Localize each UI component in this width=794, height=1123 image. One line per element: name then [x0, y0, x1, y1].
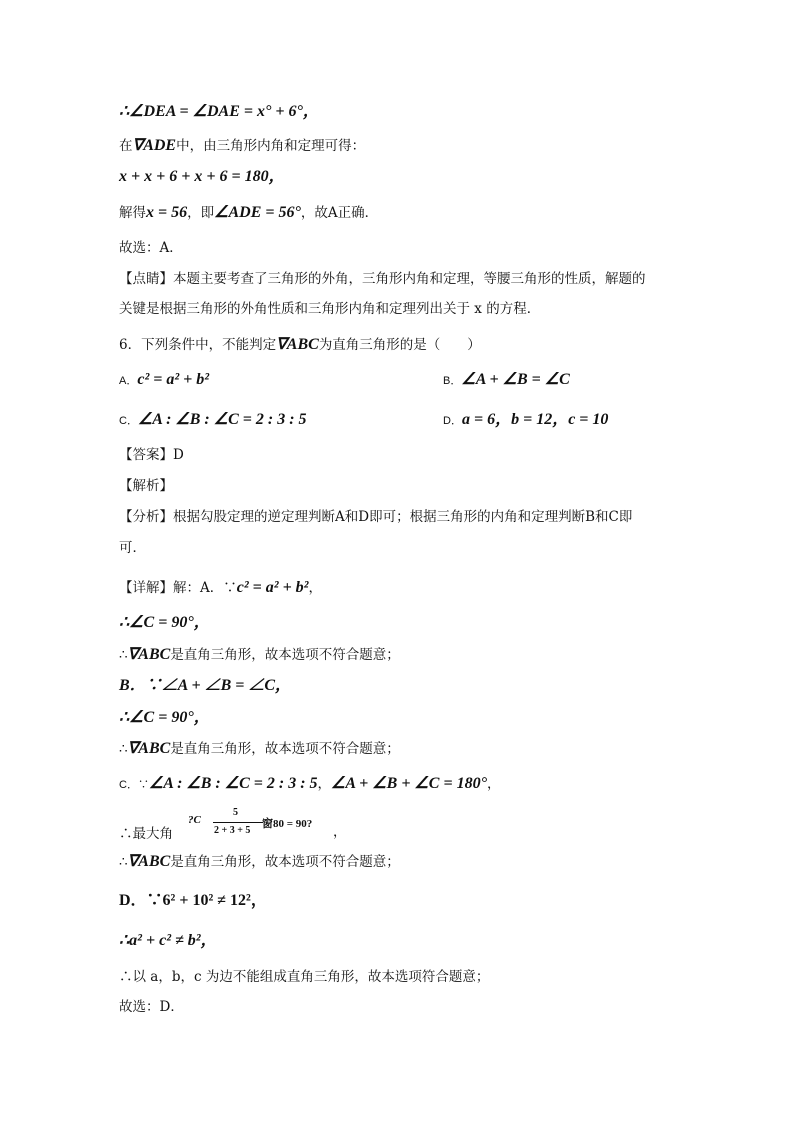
analysis-line-1: 【分析】根据勾股定理的逆定理判断A和D即可；根据三角形的内角和定理判断B和C即 — [119, 509, 633, 525]
line-comment-1: 【点睛】本题主要考查了三角形的外角，三角形内角和定理，等腰三角形的性质，解题的 — [119, 271, 646, 287]
option-c — [119, 412, 307, 428]
text-prefix: 6．下列条件中，不能判定 — [119, 337, 277, 353]
text-prefix: ∴ — [119, 647, 128, 663]
text-prefix: ∴ — [119, 854, 128, 870]
detail-line-8-suffix: ， — [333, 824, 347, 840]
line-equation: x + x + 6 + x + 6 = 180， — [119, 168, 285, 185]
option-d — [443, 412, 608, 428]
text-suffix: 是直角三角形，故本选项不符合题意； — [170, 741, 400, 757]
detail-line-5: ∴∠C = 90°， — [119, 709, 210, 726]
answer-line: 【答案】D — [119, 447, 184, 463]
analysis-line-2: 可． — [119, 540, 146, 556]
text-suffix: ，故A正确． — [300, 205, 379, 221]
text-mid: ，即 — [187, 205, 215, 221]
option-b-label: B． — [443, 375, 462, 387]
detail-line-1 — [119, 580, 322, 596]
detail-line-4: B．∵∠A + ∠B = ∠C， — [119, 677, 292, 694]
math-angle-sum: ∠A + ∠B + ∠C = 180° — [331, 775, 487, 792]
detail-line-7 — [119, 776, 500, 792]
detail-line-3 — [119, 647, 400, 663]
text-prefix: 【详解】解：A．∵ — [119, 580, 237, 596]
math-angle-ade: ∠ADE = 56° — [214, 204, 301, 221]
detail-line-8-prefix: ∴最大角 — [119, 826, 173, 842]
math-x-value: x = 56 — [146, 204, 188, 221]
detail-line-12: ∴以 a，b，c 为边不能组成直角三角形，故本选项符合题意； — [119, 969, 490, 985]
line-solution — [119, 205, 378, 221]
option-a — [119, 372, 209, 388]
option-b — [443, 372, 570, 388]
math-triangle-abc: ∇ABC — [127, 740, 171, 757]
detail-line-2: ∴∠C = 90°， — [119, 614, 210, 631]
fraction-denominator: 2 + 3 + 5 — [214, 825, 251, 836]
question-stem — [119, 337, 481, 353]
text-suffix: 中，由三角形内角和定理可得： — [176, 138, 366, 154]
analysis-title: 【解析】 — [119, 478, 173, 494]
option-a-label: A． — [119, 375, 138, 387]
text-suffix: 是直角三角形，故本选项不符合题意； — [170, 647, 400, 663]
math-ratio: ∠A : ∠B : ∠C = 2 : 3 : 5 — [148, 775, 318, 792]
line-in-triangle-ade — [119, 138, 365, 154]
text-suffix: 是直角三角形，故本选项不符合题意； — [170, 854, 400, 870]
detail-line-13: 故选：D． — [119, 999, 184, 1015]
option-c-math: ∠A : ∠B : ∠C = 2 : 3 : 5 — [137, 411, 307, 428]
detail-line-9 — [119, 854, 400, 870]
option-d-math: a = 6，b = 12，c = 10 — [461, 411, 609, 428]
option-b-math: ∠A + ∠B = ∠C — [461, 371, 570, 388]
line-comment-2: 关键是根据三角形的外角性质和三角形内角和定理列出关于 x 的方程． — [119, 301, 541, 317]
fraction-numerator: 5 — [233, 807, 238, 818]
math-pythagoras: c² = a² + b² — [236, 579, 309, 596]
detail-line-10: D．∵6² + 10² ≠ 12²， — [119, 892, 267, 909]
text-prefix: ∴ — [119, 741, 128, 757]
text-prefix: 在 — [119, 138, 133, 154]
math-triangle-ade: ∇ADE — [132, 137, 177, 154]
text-mid: ， — [317, 776, 332, 792]
text-suffix: ， — [308, 580, 322, 596]
largest-angle-c: ?C — [188, 814, 201, 826]
detail-line-11: ∴a² + c² ≠ b²， — [119, 932, 217, 949]
option-c-label: C． — [119, 415, 138, 427]
option-a-math: c² = a² + b² — [137, 371, 210, 388]
text-prefix: 解得 — [119, 205, 146, 221]
line-choose-a: 故选：A． — [119, 240, 183, 256]
text-suffix: 为直角三角形的是（ ） — [318, 337, 481, 353]
math-triangle-abc: ∇ABC — [127, 853, 171, 870]
math-triangle-abc: ∇ABC — [127, 646, 171, 663]
math-triangle-abc: ∇ABC — [276, 336, 319, 353]
option-d-label: D． — [443, 415, 462, 427]
fraction-result: 窗80 = 90? — [262, 818, 313, 830]
fraction-bar — [213, 822, 263, 823]
text-suffix: ， — [486, 776, 501, 792]
line-angle-equality: ∴∠DEA = ∠DAE = x° + 6°， — [119, 103, 319, 120]
text-prefix: C．∵ — [119, 779, 149, 791]
detail-line-6 — [119, 741, 400, 757]
